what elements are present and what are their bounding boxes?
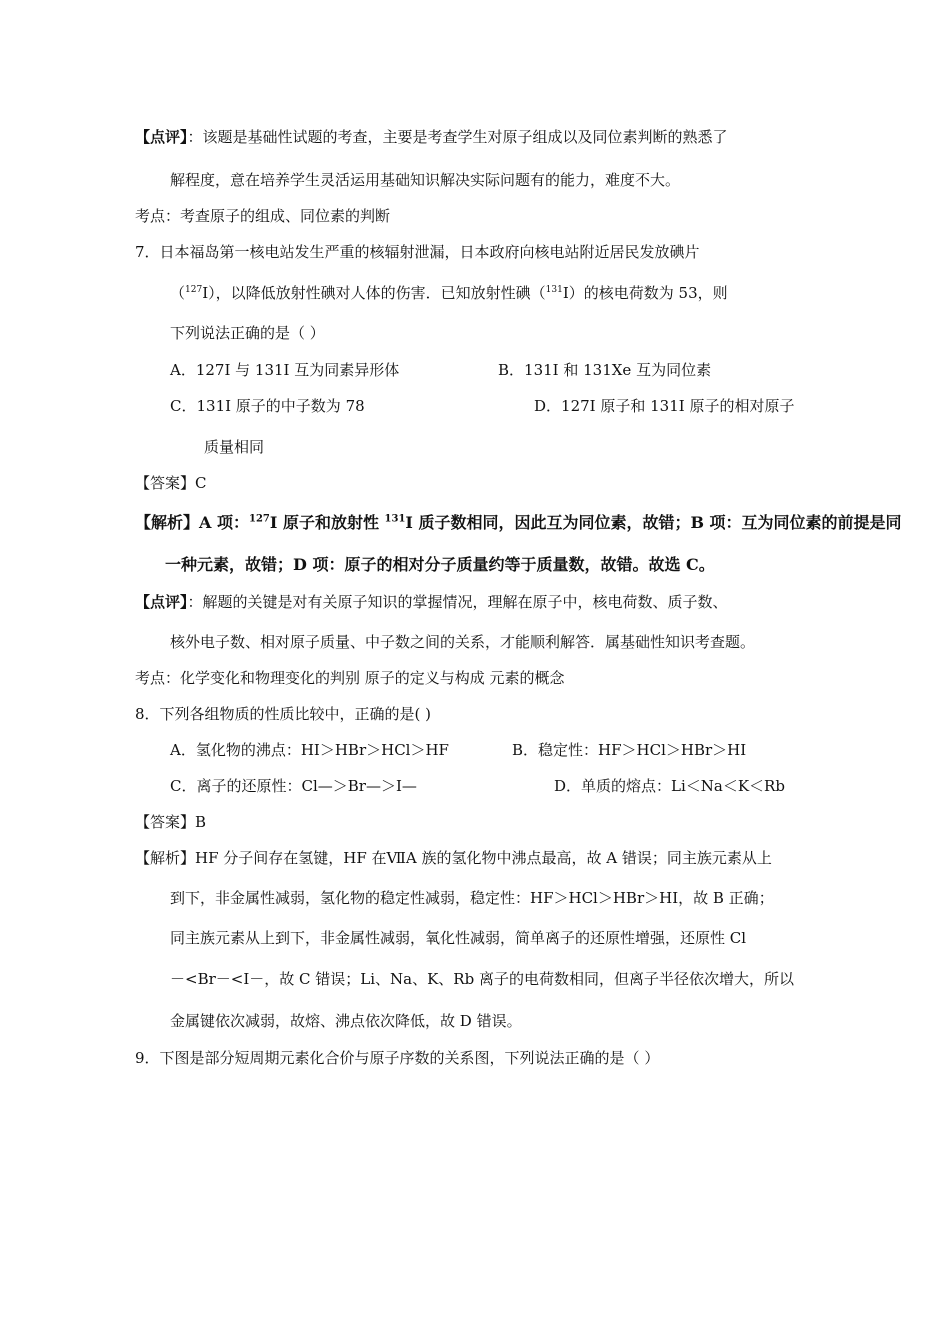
- comment1-line2: 解程度，意在培养学生灵活运用基础知识解决实际问题有的能力，难度不大。: [170, 171, 681, 189]
- mass-number: 131: [384, 513, 406, 525]
- mass-number: 131: [545, 285, 563, 295]
- q8-option-c: C．离子的还原性：Cl—＞Br—＞I—: [170, 777, 417, 795]
- q8-option-d: D．单质的熔点：Li＜Na＜K＜Rb: [554, 777, 785, 795]
- q8-answer: 【答案】B: [135, 813, 207, 831]
- q8-analysis-line1: 【解析】HF 分子间存在氢键，HF 在ⅦA 族的氢化物中沸点最高，故 A 错误；同主族元素从上: [135, 849, 772, 867]
- comment-label: 【点评】: [135, 128, 188, 146]
- q9-stem: 9．下图是部分短周期元素化合价与原子序数的关系图，下列说法正确的是（ ）: [135, 1049, 660, 1067]
- q8-stem: 8．下列各组物质的性质比较中，正确的是( ): [135, 705, 432, 723]
- mass-number: 127: [249, 513, 270, 525]
- comment-label: 【点评】: [135, 593, 188, 611]
- kaodian-2: 考点：化学变化和物理变化的判别 原子的定义与构成 元素的概念: [135, 669, 565, 687]
- q8-option-b: B．稳定性：HF＞HCl＞HBr＞HI: [512, 741, 747, 759]
- q8-analysis-line3: 同主族元素从上到下，非金属性减弱，氧化性减弱，简单离子的还原性增强，还原性 Cl: [170, 929, 747, 947]
- q7-stem-line3: 下列说法正确的是（ ）: [170, 324, 325, 342]
- q8-analysis-line5: 金属键依次减弱，故熔、沸点依次降低，故 D 错误。: [170, 1012, 522, 1030]
- comment1-line1: [135, 127, 728, 147]
- q8-analysis-line4: －<Br－<I－，故 C 错误；Li、Na、K、Rb 离子的电荷数相同，但离子半径依次增大，所以: [170, 970, 794, 988]
- comment-text: ：解题的关键是对有关原子知识的掌握情况，理解在原子中，核电荷数、质子数、: [187, 593, 728, 611]
- q7-option-d-cont: 质量相同: [204, 438, 265, 456]
- q7-analysis-line2: 一种元素，故错；D 项：原子的相对分子质量约等于质量数，故错。故选 C。: [165, 555, 715, 574]
- q7-analysis-line1: 【解析】A 项：$^{127}$I 原子和放射性 $^{131}$I 质子数相同，因此互为同位素，故错；B 项：互为同位素的前提是同: [135, 513, 902, 532]
- q8-option-a: A．氢化物的沸点：HI＞HBr＞HCl＞HF: [170, 741, 449, 759]
- q7-stem-line2: （$^{127}$I），以降低放射性碘对人体的伤害．已知放射性碘（$^{131}$I）的核电荷数为 53，则: [170, 284, 728, 302]
- q7-option-b: B．131I 和 131Xe 互为同位素: [498, 361, 712, 379]
- q7-option-d: D．127I 原子和 131I 原子的相对原子: [534, 397, 795, 415]
- q8-analysis-line2: 到下，非金属性减弱，氢化物的稳定性减弱，稳定性：HF＞HCl＞HBr＞HI，故 B 正确；: [170, 889, 774, 907]
- comment2-line1: [135, 592, 728, 612]
- q7-stem-line1: 7．日本福岛第一核电站发生严重的核辐射泄漏，日本政府向核电站附近居民发放碘片: [135, 243, 700, 261]
- mass-number: 127: [185, 285, 203, 295]
- q7-answer: 【答案】C: [135, 474, 207, 492]
- comment-text: ：该题是基础性试题的考查，主要是考查学生对原子组成以及同位素判断的熟悉了: [187, 128, 728, 146]
- q7-option-c: C．131I 原子的中子数为 78: [170, 397, 365, 415]
- kaodian-1: 考点：考查原子的组成、同位素的判断: [135, 207, 391, 225]
- q7-option-a: A．127I 与 131I 互为同素异形体: [170, 361, 400, 379]
- comment2-line2: 核外电子数、相对原子质量、中子数之间的关系，才能顺利解答．属基础性知识考查题。: [170, 633, 756, 651]
